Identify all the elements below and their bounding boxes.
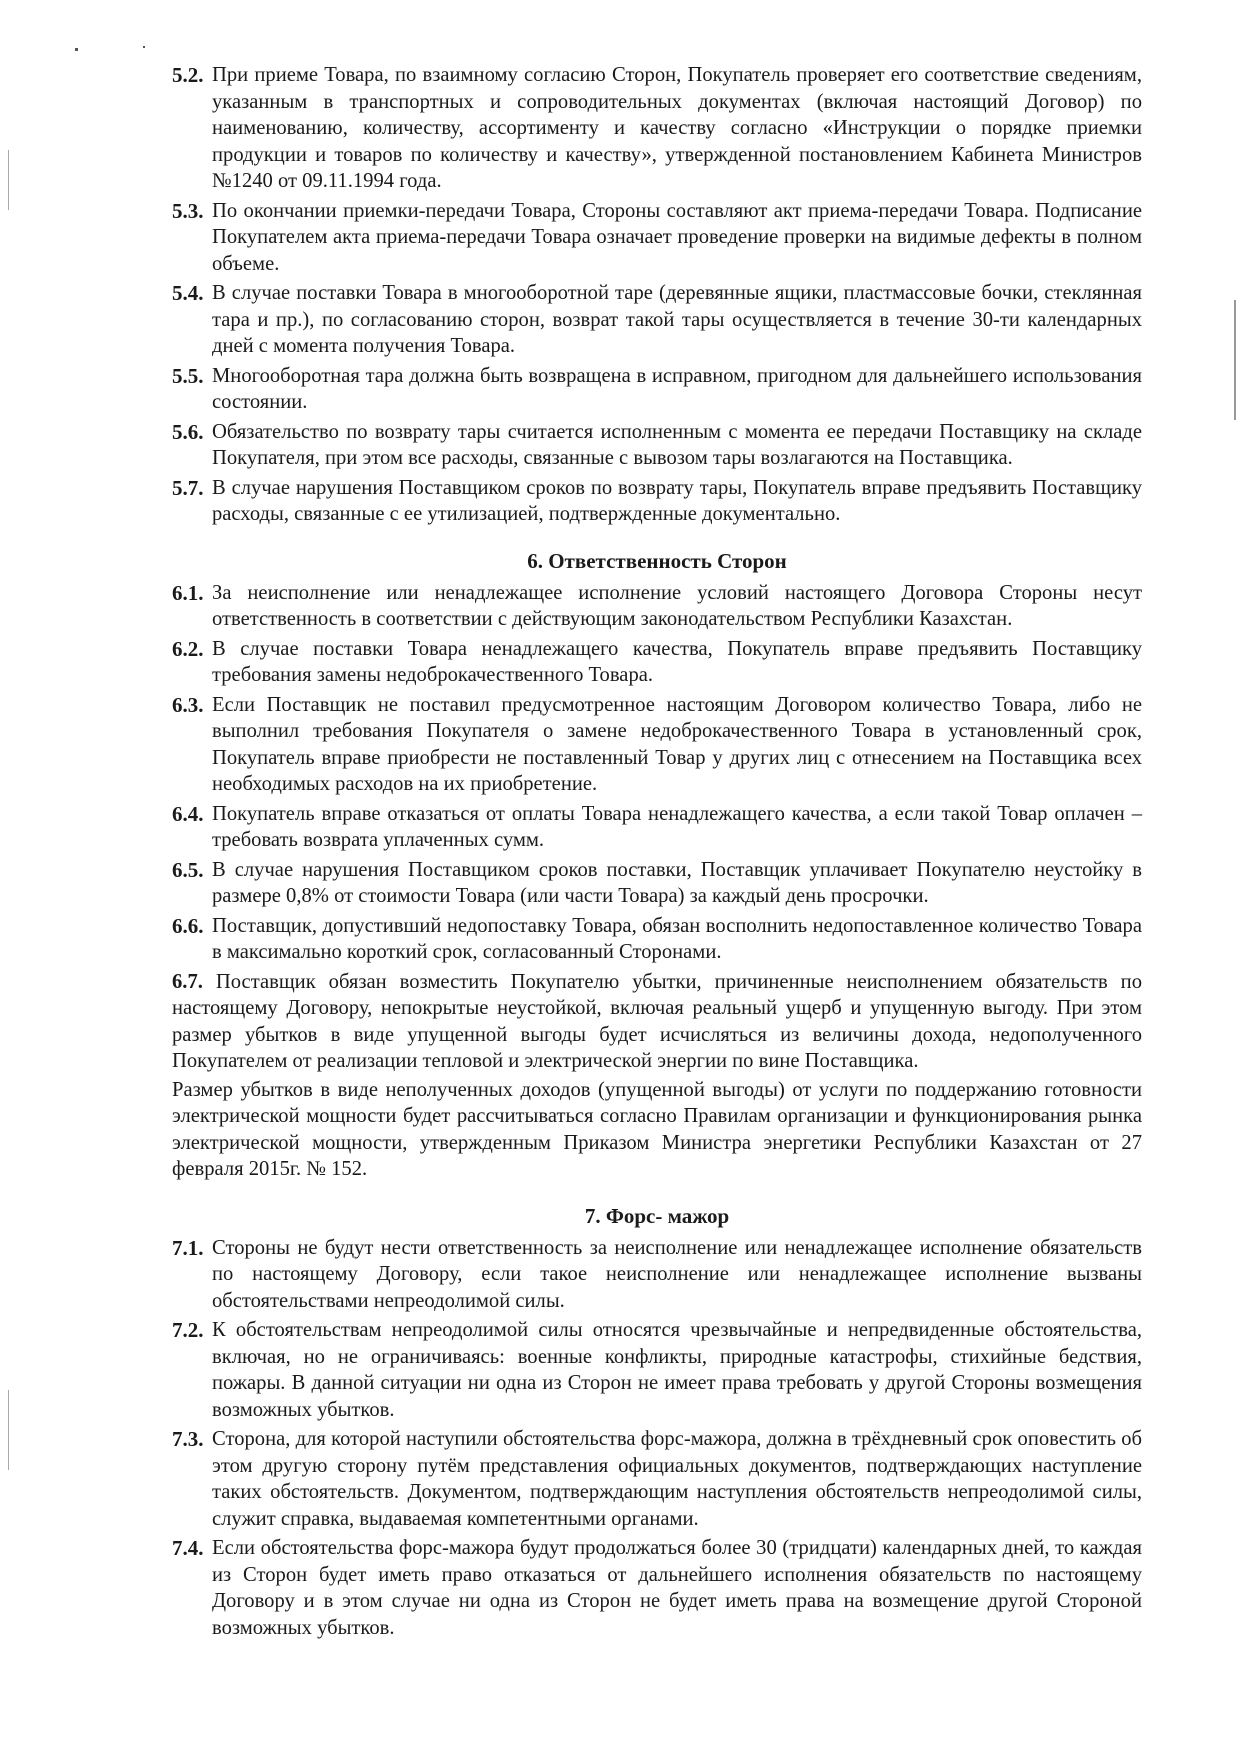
section-7-heading: 7. Форс- мажор bbox=[584, 1203, 730, 1228]
section-6-heading: 6. Ответственность Сторон bbox=[527, 548, 787, 573]
clause-7-3 bbox=[172, 1426, 1142, 1532]
clause-text: Если обстоятельства форс-мажора будут продолжаться более 30 (тридцати) календарных дней, то каждая из Сторон будет иметь право отказаться от дальнейшего исполнения обязательств по настоящему Договору и в этом случае ни одна из Сторон не будет иметь права на возмещение другой Стороной возможных убытков. bbox=[212, 1537, 1142, 1639]
clause-number: 5.7. bbox=[172, 475, 204, 500]
scan-edge-mark bbox=[8, 150, 9, 210]
clause-text: Если Поставщик не поставил предусмотренное настоящим Договором количество Товара, либо не выполнил требования Покупателя о замене недоброкачественного Товара в установленный срок, Покупатель вправе приобрести не поставленный Товар у других лиц с отнесением на Поставщика всех необходимых расходов на их приобретение. bbox=[212, 693, 1142, 795]
clause-number: 5.5. bbox=[172, 363, 204, 388]
clause-text: К обстоятельствам непреодолимой силы относятся чрезвычайные и непредвиденные обстоятельства, включая, но не ограничиваясь: военные конфликты, природные катастрофы, стихийные бедствия, пожары. В данной ситуации ни одна из Сторон не имеет права требовать у другой Стороны возмещения возможных убытков. bbox=[212, 1319, 1142, 1421]
clause-5-3 bbox=[172, 198, 1142, 278]
clause-6-7 bbox=[172, 969, 1142, 1075]
clause-text: В случае нарушения Поставщиком сроков поставки, Поставщик уплачивает Покупателю неустойку в размере 0,8% от стоимости Товара (или части Товара) за каждый день просрочки. bbox=[212, 858, 1142, 907]
clause-text: Обязательство по возврату тары считается исполненным с момента ее передачи Поставщику на складе Покупателя, при этом все расходы, связанные с вывозом тары возлагаются на Поставщика. bbox=[212, 420, 1142, 469]
section-5 bbox=[172, 62, 1142, 528]
clause-number: 6.6. bbox=[172, 913, 204, 938]
clause-text: Поставщик, допустивший недопоставку Товара, обязан восполнить недопоставленное количество Товара в максимально короткий срок, согласованный Сторонами. bbox=[212, 914, 1142, 963]
clause-6-5 bbox=[172, 857, 1142, 910]
clause-6-7-continued: Размер убытков в виде неполученных доходов (упущенной выгоды) от услуги по поддержанию готовности электрической мощности будет рассчитываться согласно Правилам организации и функционирования рынка электрической мощности, утвержденным Приказом Министра энергетики Республики Казахстан от 27 февраля 2015г. № 152. bbox=[172, 1078, 1142, 1180]
clause-number: 6.1. bbox=[172, 580, 204, 605]
clause-number: 5.2. bbox=[172, 63, 204, 87]
clause-text: При приеме Товара, по взаимному согласию Сторон, Покупатель проверяет его соответствие сведениям, указанным в транспортных и сопроводительных документах (включая настоящий Договор) по наименованию, количеству, ассортименту и качеству согласно «Инструкции о порядке приемки продукции и товаров по количеству и качеству», утвержденной постановлением Кабинета Министров №1240 от 09.11.1994 года. bbox=[212, 64, 1142, 192]
clause-7-2 bbox=[172, 1317, 1142, 1423]
clause-text: По окончании приемки-передачи Товара, Стороны составляют акт приема-передачи Товара. Подписание Покупателем акта приема-передачи Товара означает проведение проверки на видимые дефекты в полном объеме. bbox=[212, 199, 1142, 275]
clause-number: 7.4. bbox=[172, 1536, 204, 1560]
clause-number: 6.4. bbox=[172, 801, 204, 826]
clause-number: 7.3. bbox=[172, 1427, 204, 1451]
clause-number: 6.3. bbox=[172, 692, 204, 717]
clause-7-1 bbox=[172, 1235, 1142, 1315]
scan-edge-mark bbox=[1234, 300, 1236, 420]
clause-number: 5.3. bbox=[172, 198, 204, 223]
clause-text: Многооборотная тара должна быть возвращена в исправном, пригодном для дальнейшего использования состоянии. bbox=[212, 364, 1142, 413]
section-7 bbox=[172, 1235, 1142, 1642]
clause-text: В случае поставки Товара ненадлежащего качества, Покупатель вправе предъявить Поставщику требования замены недоброкачественного Товара. bbox=[212, 637, 1142, 686]
clause-5-4 bbox=[172, 280, 1142, 360]
section-6 bbox=[172, 580, 1142, 966]
document-body bbox=[172, 62, 1142, 1644]
clause-5-2 bbox=[172, 62, 1142, 195]
clause-6-2 bbox=[172, 636, 1142, 689]
clause-number: 6.7. bbox=[172, 970, 203, 993]
clause-text: Покупатель вправе отказаться от оплаты Товара ненадлежащего качества, а если такой Товар оплачен – требовать возврата уплаченных сумм. bbox=[212, 802, 1142, 851]
clause-5-7 bbox=[172, 475, 1142, 528]
clause-6-1 bbox=[172, 580, 1142, 633]
clause-5-6 bbox=[172, 419, 1142, 472]
scan-edge-mark bbox=[8, 1390, 9, 1470]
clause-6-4 bbox=[172, 801, 1142, 854]
clause-text: Сторона, для которой наступили обстоятельства форс-мажора, должна в трёхдневный срок оповестить об этом другую сторону путём представления официальных документов, подтверждающих наступление таких обстоятельств. Документом, подтверждающим наступления обстоятельств непреодолимой силы, служит справка, выдаваемая компетентными органами. bbox=[212, 1428, 1142, 1530]
clause-number: 5.4. bbox=[172, 281, 204, 305]
scan-dot bbox=[75, 48, 78, 51]
clause-5-5 bbox=[172, 363, 1142, 416]
clause-text: В случае поставки Товара в многооборотной таре (деревянные ящики, пластмассовые бочки, стеклянная тара и пр.), по согласованию сторон, возврат такой тары осуществляется в течение 30-ти календарных дней с момента получения Товара. bbox=[212, 282, 1142, 357]
clause-number: 6.2. bbox=[172, 636, 204, 661]
scan-dot bbox=[143, 46, 145, 48]
clause-7-4 bbox=[172, 1535, 1142, 1641]
clause-6-6 bbox=[172, 913, 1142, 966]
clause-text: В случае нарушения Поставщиком сроков по возврату тары, Покупатель вправе предъявить Поставщику расходы, связанные с ее утилизацией, подтвержденные документально. bbox=[212, 476, 1142, 525]
clause-number: 6.5. bbox=[172, 857, 204, 882]
clause-number: 7.1. bbox=[172, 1235, 204, 1260]
clause-number: 7.2. bbox=[172, 1318, 204, 1342]
clause-text: Стороны не будут нести ответственность за неисполнение или ненадлежащее исполнение обязательств по настоящему Договору, если такое неисполнение или ненадлежащее исполнение вызваны обстоятельствами непреодолимой силы. bbox=[212, 1236, 1142, 1312]
clause-6-3 bbox=[172, 692, 1142, 798]
clause-number: 5.6. bbox=[172, 419, 204, 444]
clause-text: За неисполнение или ненадлежащее исполнение условий настоящего Договора Стороны несут ответственность в соответствии с действующим законодательством Республики Казахстан. bbox=[212, 581, 1142, 630]
clause-text: Поставщик обязан возместить Покупателю убытки, причиненные неисполнением обязательств по настоящему Договору, непокрытые неустойкой, включая реальный ущерб и упущенную выгоду. При этом размер убытков в виде упущенной выгоды будет исчисляться из величины дохода, недополученного Покупателем от реализации тепловой и электрической энергии по вине Поставщика. bbox=[172, 970, 1142, 1072]
